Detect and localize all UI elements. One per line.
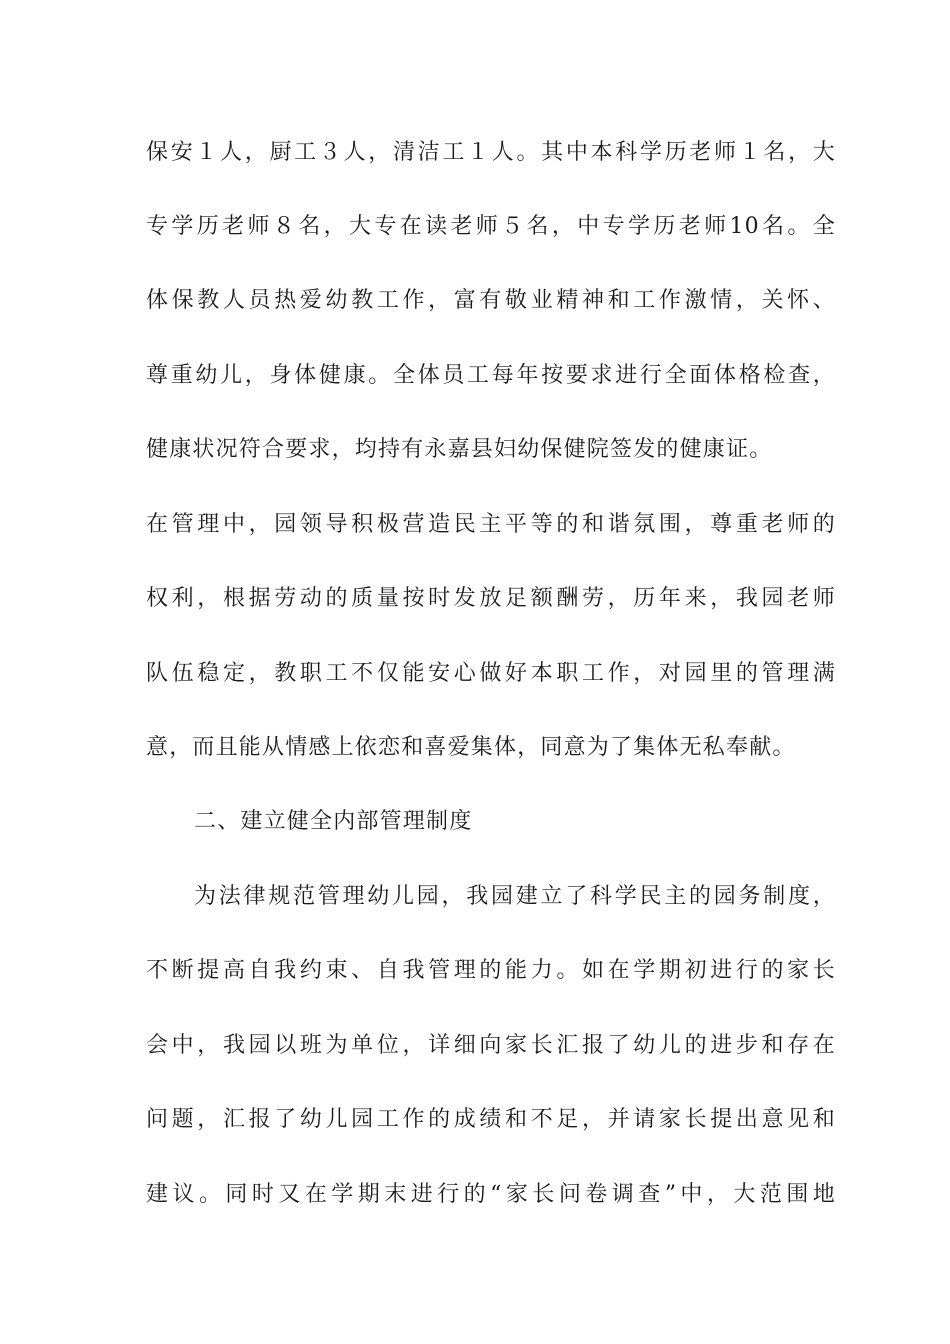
paragraph-line: 尊重幼儿，身体健康。全体员工每年按要求进行全面体格检查， [146,363,836,388]
paragraph-line: 权利，根据劳动的质量按时发放足额酬劳，历年来，我园老师 [146,586,836,611]
paragraph-line: 问题，汇报了幼儿园工作的成绩和不足，并请家长提出意见和 [146,1107,836,1132]
paragraph-line: 会中，我园以班为单位，详细向家长汇报了幼儿的进步和存在 [146,1033,836,1058]
paragraph-line: 建议。同时又在学期末进行的“家长问卷调查”中，大范围地 [146,1182,836,1207]
paragraph-line: 在管理中，园领导积极营造民主平等的和谐氛围，尊重老师的 [146,512,836,537]
paragraph-line: 为法律规范管理幼儿园，我园建立了科学民主的园务制度， [194,884,836,909]
paragraph-line: 队伍稳定，教职工不仅能安心做好本职工作，对园里的管理满 [146,661,836,686]
paragraph-line: 健康状况符合要求，均持有永嘉县妇幼保健院签发的健康证。 [146,437,773,462]
paragraph-line: 专学历老师８名，大专在读老师５名，中专学历老师10名。全 [146,214,836,239]
paragraph-line: 不断提高自我约束、自我管理的能力。如在学期初进行的家长 [146,958,836,983]
paragraph-line: 意，而且能从情感上依恋和喜爱集体，同意为了集体无私奉献。 [146,735,796,760]
section-heading: 二、建立健全内部管理制度 [194,809,473,834]
paragraph-line: 体保教人员热爱幼教工作，富有敬业精神和工作激情，关怀、 [146,288,836,313]
paragraph-line: 保安１人，厨工３人，清洁工１人。其中本科学历老师１名，大 [146,140,836,165]
